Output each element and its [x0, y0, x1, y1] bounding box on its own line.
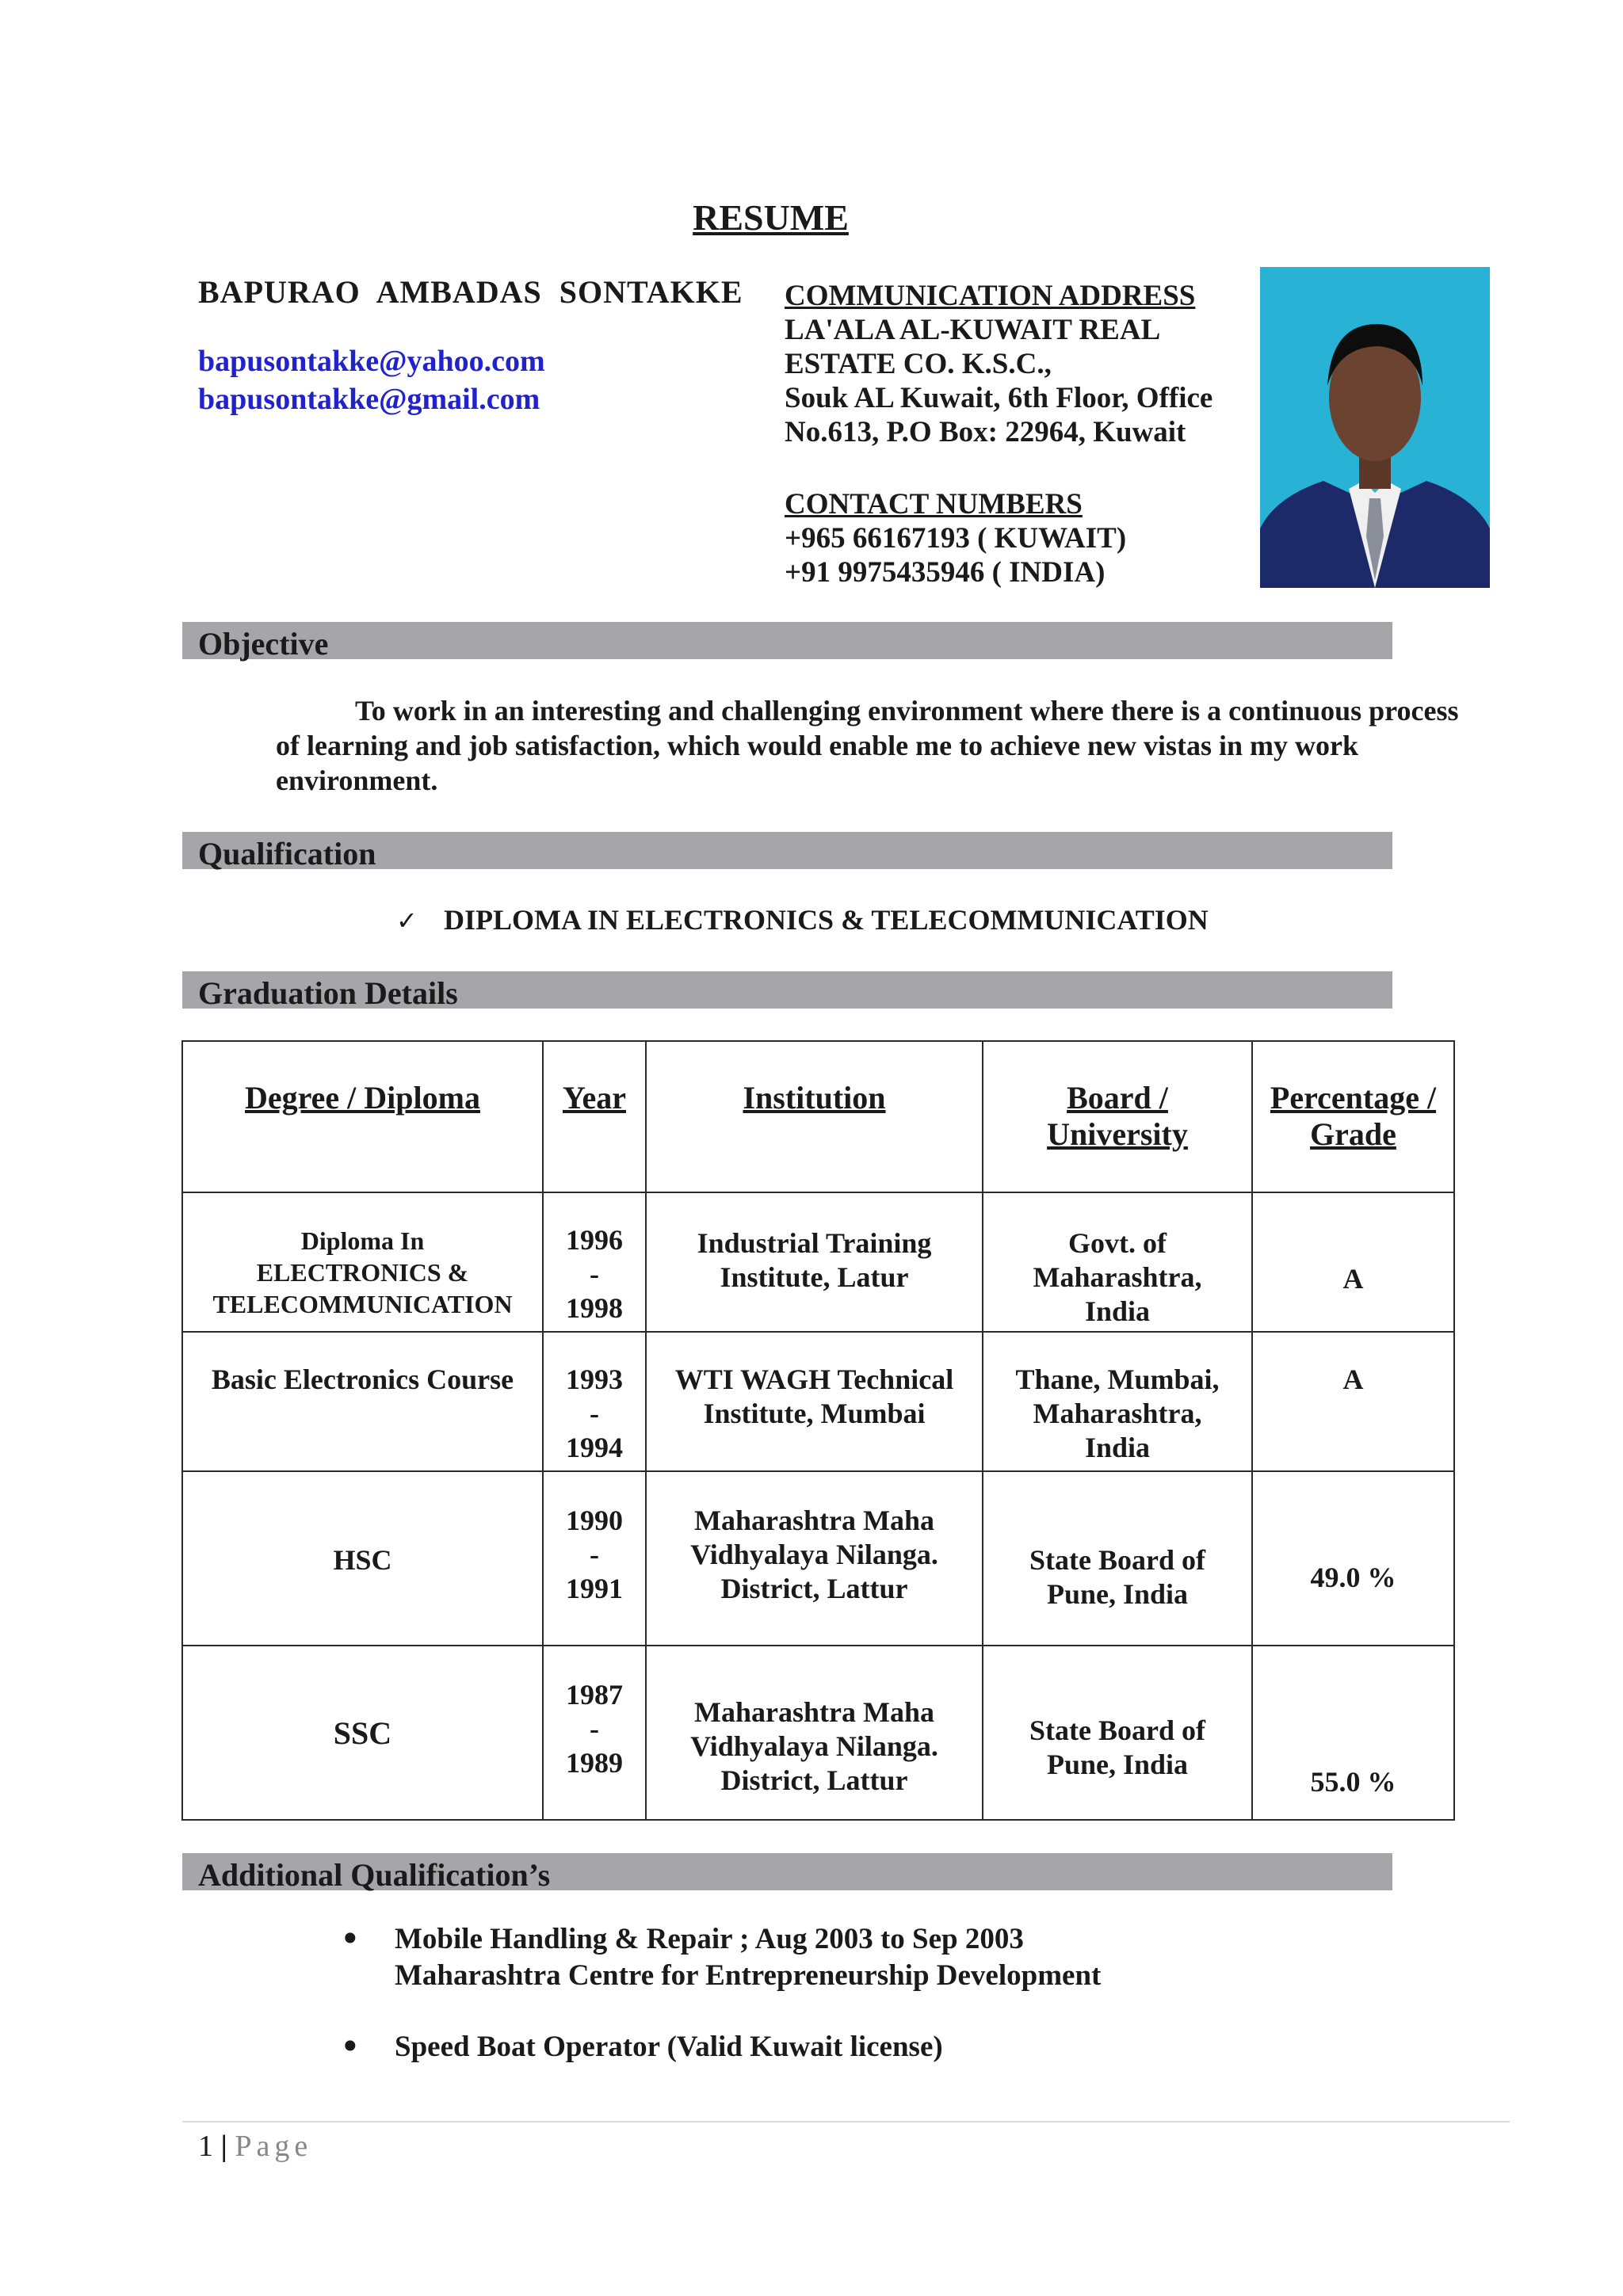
- table-row: [182, 1471, 1454, 1646]
- cell-board: State Board of Pune, India: [983, 1471, 1252, 1646]
- section-band-qualification: [182, 832, 1392, 869]
- graduation-table: [181, 1040, 1455, 1821]
- list-item: • Speed Boat Operator (Valid Kuwait license): [341, 2030, 943, 2064]
- header-grade: Percentage / Grade: [1252, 1041, 1454, 1192]
- page-footer: [198, 2129, 312, 2164]
- cell-board: Govt. of Maharashtra, India: [983, 1192, 1252, 1332]
- email-yahoo[interactable]: bapusontakke@yahoo.com: [198, 345, 545, 378]
- page-title: RESUME: [693, 197, 849, 238]
- page-label: Page: [235, 2130, 313, 2163]
- page-number: 1: [198, 2130, 213, 2163]
- section-heading-additional: Additional Qualification’s: [198, 1857, 551, 1893]
- phone-india: +91 9975435946 ( INDIA): [785, 556, 1106, 589]
- checkmark-icon: ✓: [396, 906, 418, 936]
- candidate-name: BAPURAO AMBADAS SONTAKKE: [198, 274, 743, 310]
- cell-degree: Basic Electronics Course: [182, 1332, 543, 1471]
- section-heading-objective: Objective: [198, 626, 329, 662]
- cell-year: 1990 - 1991: [543, 1471, 646, 1646]
- cell-institution: WTI WAGH Technical Institute, Mumbai: [646, 1332, 983, 1471]
- list-item: • Mobile Handling & Repair ; Aug 2003 to Sep 2003 Maharashtra Centre for Entrepreneurship Development: [341, 1922, 1102, 1992]
- cell-institution: Maharashtra Maha Vidhyalaya Nilanga. District, Lattur: [646, 1646, 983, 1820]
- address-line: LA'ALA AL-KUWAIT REAL: [785, 314, 1161, 346]
- cell-institution: Maharashtra Maha Vidhyalaya Nilanga. District, Lattur: [646, 1471, 983, 1646]
- contact-numbers-heading: CONTACT NUMBERS: [785, 488, 1083, 521]
- bullet-icon: •: [341, 2030, 360, 2064]
- phone-kuwait: +965 66167193 ( KUWAIT): [785, 522, 1127, 555]
- cell-degree: Diploma In ELECTRONICS & TELECOMMUNICATION: [182, 1192, 543, 1332]
- section-band-graduation: [182, 971, 1392, 1009]
- footer-separator: |: [220, 2130, 227, 2163]
- cell-grade: A: [1252, 1332, 1454, 1471]
- objective-text: [276, 693, 1465, 798]
- header-board: Board / University: [983, 1041, 1252, 1192]
- additional-qualifications-list: [341, 1921, 1101, 2065]
- section-heading-graduation: Graduation Details: [198, 975, 458, 1011]
- address-line: No.613, P.O Box: 22964, Kuwait: [785, 416, 1186, 448]
- portrait-illustration: [1260, 267, 1490, 588]
- qualification-text: DIPLOMA IN ELECTRONICS & TELECOMMUNICATION: [444, 904, 1209, 936]
- section-band-additional: [182, 1853, 1392, 1893]
- cell-institution: Industrial Training Institute, Latur: [646, 1192, 983, 1332]
- cell-year: 1993 - 1994: [543, 1332, 646, 1471]
- objective-paragraph: To work in an interesting and challenging environment where there is a continuous process of learning and job satisfaction, which would enable me to achieve new vistas in my work environment.: [276, 695, 1459, 796]
- cell-degree: HSC: [182, 1471, 543, 1646]
- bullet-icon: •: [341, 1922, 360, 1956]
- table-row: [182, 1332, 1454, 1471]
- header-institution: Institution: [646, 1041, 983, 1192]
- cell-degree: SSC: [182, 1646, 543, 1820]
- cell-board: Thane, Mumbai, Maharashtra, India: [983, 1332, 1252, 1471]
- profile-photo: [1260, 267, 1490, 588]
- cell-board: State Board of Pune, India: [983, 1646, 1252, 1820]
- cell-grade: A: [1252, 1192, 1454, 1332]
- cell-grade: 49.0 %: [1252, 1471, 1454, 1646]
- address-line: Souk AL Kuwait, 6th Floor, Office: [785, 382, 1213, 414]
- contact-numbers: [785, 487, 1126, 589]
- table-row: [182, 1192, 1454, 1332]
- footer-divider: [182, 2121, 1510, 2122]
- cell-grade: 55.0 %: [1252, 1646, 1454, 1820]
- section-heading-qualification: Qualification: [198, 836, 376, 871]
- communication-address: [785, 279, 1212, 449]
- header-year: Year: [543, 1041, 646, 1192]
- table-header-row: [182, 1041, 1454, 1192]
- cell-year: 1987 - 1989: [543, 1646, 646, 1820]
- header-degree: Degree / Diploma: [182, 1041, 543, 1192]
- address-line: ESTATE CO. K.S.C.,: [785, 348, 1052, 380]
- email-gmail[interactable]: bapusontakke@gmail.com: [198, 383, 540, 416]
- qualification-item: [396, 903, 1209, 936]
- communication-address-heading: COMMUNICATION ADDRESS: [785, 280, 1196, 312]
- cell-year: 1996 - 1998: [543, 1192, 646, 1332]
- table-row: [182, 1646, 1454, 1820]
- section-band-objective: [182, 622, 1392, 662]
